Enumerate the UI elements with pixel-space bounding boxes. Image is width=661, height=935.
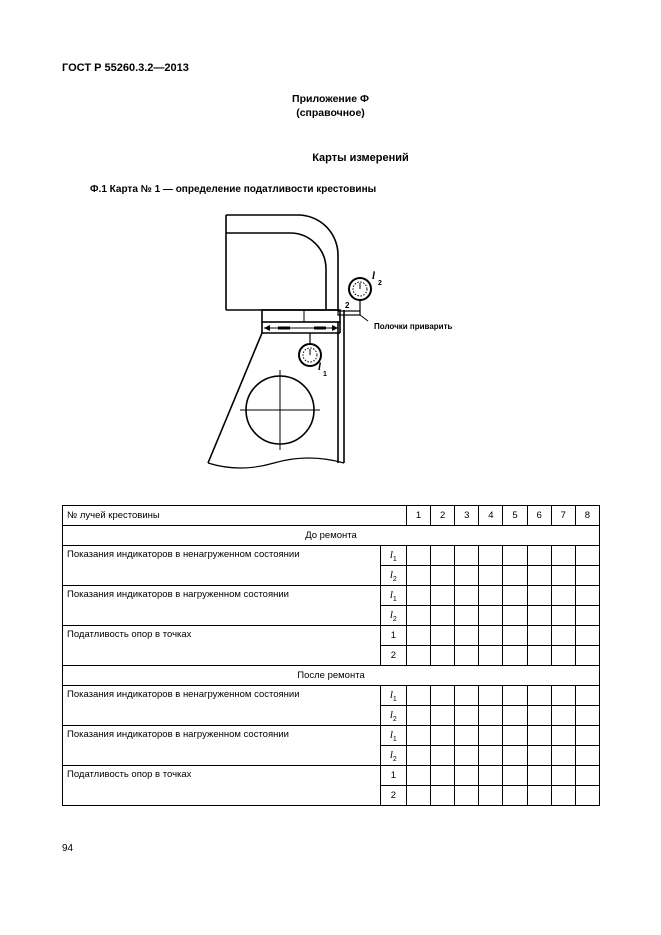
symbol-subscript: 2: [392, 575, 397, 583]
value-cell: [431, 686, 455, 706]
table-header-row: [63, 506, 600, 526]
figure-label-num: 2: [345, 301, 350, 310]
symbol-letter: l: [389, 608, 393, 621]
symbol-letter: l: [389, 548, 393, 561]
value-cell: [479, 766, 503, 786]
row-symbol: [380, 726, 406, 746]
appendix-type: (справочное): [296, 107, 365, 119]
row-symbol: [380, 766, 406, 786]
value-cell: [527, 586, 551, 606]
value-cell: [431, 766, 455, 786]
value-cell: [479, 786, 503, 806]
value-cell: [479, 706, 503, 726]
page-title: Карты измерений: [312, 152, 409, 164]
value-cell: [503, 726, 527, 746]
symbol-letter: l: [389, 588, 393, 601]
base-plate: [262, 310, 340, 322]
row-symbol: [380, 606, 406, 626]
column-header: 5: [503, 506, 527, 526]
value-cell: [431, 626, 455, 646]
value-cell: [503, 646, 527, 666]
section-title-cell: До ремонта: [63, 526, 600, 546]
value-cell: [406, 766, 430, 786]
value-cell: [503, 606, 527, 626]
row-label: Показания индикаторов в ненагруженном состоянии: [63, 686, 381, 726]
value-cell: [575, 786, 599, 806]
value-cell: [551, 766, 575, 786]
symbol-subscript: 2: [392, 615, 397, 623]
table-row: [63, 686, 600, 706]
appendix-title: Приложение Ф: [292, 93, 369, 105]
table-row: [63, 546, 600, 566]
symbol-letter: l: [389, 708, 393, 721]
value-cell: [431, 726, 455, 746]
value-cell: [406, 606, 430, 626]
value-cell: [575, 726, 599, 746]
symbol-letter: l: [389, 688, 393, 701]
welded-shelf: [338, 311, 360, 315]
figure-label-l2-sub: 2: [378, 280, 382, 287]
row-symbol: [380, 686, 406, 706]
header-label: № лучей крестовины: [63, 506, 407, 526]
value-cell: [455, 566, 479, 586]
section-title: Ф.1 Карта № 1 — определение податливости крестовины: [90, 184, 377, 195]
value-cell: [455, 786, 479, 806]
row-label: Показания индикаторов в нагруженном состоянии: [63, 726, 381, 766]
value-cell: [406, 546, 430, 566]
value-cell: [527, 546, 551, 566]
value-cell: [406, 786, 430, 806]
value-cell: [406, 686, 430, 706]
value-cell: [503, 706, 527, 726]
row-label: Податливость опор в точках: [63, 766, 381, 806]
section-row: [63, 526, 600, 546]
value-cell: [527, 686, 551, 706]
symbol-subscript: 1: [392, 735, 397, 743]
value-cell: [479, 586, 503, 606]
value-cell: [455, 606, 479, 626]
value-cell: [503, 786, 527, 806]
value-cell: [455, 746, 479, 766]
value-cell: [455, 726, 479, 746]
value-cell: [455, 766, 479, 786]
value-cell: [503, 686, 527, 706]
figure-label-l2: l: [372, 270, 376, 282]
value-cell: [431, 606, 455, 626]
value-cell: [479, 726, 503, 746]
value-cell: [455, 546, 479, 566]
value-cell: [406, 706, 430, 726]
point-number: 2: [390, 650, 396, 661]
value-cell: [527, 766, 551, 786]
value-cell: [575, 626, 599, 646]
column-header: 3: [455, 506, 479, 526]
value-cell: [479, 626, 503, 646]
value-cell: [431, 786, 455, 806]
crosspiece-upper-outline: [226, 215, 338, 310]
row-symbol: [380, 646, 406, 666]
value-cell: [406, 726, 430, 746]
crosspiece-upper-inner: [226, 233, 326, 310]
symbol-letter: l: [389, 748, 393, 761]
value-cell: [551, 586, 575, 606]
value-cell: [455, 646, 479, 666]
value-cell: [431, 746, 455, 766]
point-number: 1: [390, 770, 396, 781]
value-cell: [455, 626, 479, 646]
figure-label-shelves: Полочки приварить: [374, 322, 453, 331]
column-header: 6: [527, 506, 551, 526]
value-cell: [527, 746, 551, 766]
point-number: 2: [390, 790, 396, 801]
value-cell: [406, 646, 430, 666]
value-cell: [575, 766, 599, 786]
break-line: [208, 458, 344, 468]
value-cell: [455, 586, 479, 606]
figure-label-l1: l: [318, 361, 322, 373]
section-row: [63, 666, 600, 686]
table-row: [63, 626, 600, 646]
value-cell: [527, 646, 551, 666]
value-cell: [479, 566, 503, 586]
value-cell: [503, 546, 527, 566]
indicator-l2-icon: [349, 278, 371, 311]
row-symbol: [380, 626, 406, 646]
value-cell: [431, 546, 455, 566]
value-cell: [575, 646, 599, 666]
column-header: 7: [551, 506, 575, 526]
value-cell: [503, 586, 527, 606]
value-cell: [575, 706, 599, 726]
document-code: ГОСТ Р 55260.3.2—2013: [62, 62, 189, 74]
value-cell: [527, 726, 551, 746]
value-cell: [431, 586, 455, 606]
column-header: 8: [575, 506, 599, 526]
value-cell: [406, 746, 430, 766]
value-cell: [551, 726, 575, 746]
row-symbol: [380, 546, 406, 566]
symbol-subscript: 1: [392, 595, 397, 603]
measurement-table: [62, 505, 600, 806]
point-number: 1: [390, 630, 396, 641]
table-row: [63, 766, 600, 786]
value-cell: [406, 586, 430, 606]
value-cell: [503, 566, 527, 586]
row-symbol: [380, 586, 406, 606]
symbol-letter: l: [389, 728, 393, 741]
value-cell: [551, 546, 575, 566]
value-cell: [551, 566, 575, 586]
value-cell: [455, 686, 479, 706]
value-cell: [431, 566, 455, 586]
value-cell: [551, 786, 575, 806]
value-cell: [431, 646, 455, 666]
value-cell: [527, 566, 551, 586]
value-cell: [479, 606, 503, 626]
column-header: 1: [406, 506, 430, 526]
row-symbol: [380, 786, 406, 806]
column-header: 4: [479, 506, 503, 526]
table-row: [63, 726, 600, 746]
row-label: Показания индикаторов в ненагруженном состоянии: [63, 546, 381, 586]
value-cell: [551, 646, 575, 666]
crosspiece-diagram: [190, 205, 480, 475]
value-cell: [455, 706, 479, 726]
value-cell: [503, 766, 527, 786]
value-cell: [406, 626, 430, 646]
value-cell: [503, 626, 527, 646]
value-cell: [551, 746, 575, 766]
value-cell: [527, 606, 551, 626]
section-title-cell: После ремонта: [63, 666, 600, 686]
symbol-subscript: 1: [392, 695, 397, 703]
value-cell: [479, 546, 503, 566]
table-row: [63, 586, 600, 606]
row-label: Показания индикаторов в нагруженном состоянии: [63, 586, 381, 626]
row-symbol: [380, 746, 406, 766]
figure-label-l1-sub: 1: [323, 371, 327, 378]
value-cell: [575, 686, 599, 706]
value-cell: [406, 566, 430, 586]
value-cell: [551, 606, 575, 626]
value-cell: [527, 706, 551, 726]
value-cell: [551, 626, 575, 646]
value-cell: [479, 746, 503, 766]
symbol-subscript: 2: [392, 755, 397, 763]
value-cell: [575, 586, 599, 606]
value-cell: [503, 746, 527, 766]
value-cell: [575, 746, 599, 766]
value-cell: [479, 686, 503, 706]
value-cell: [527, 626, 551, 646]
symbol-subscript: 2: [392, 715, 397, 723]
page-number: 94: [62, 843, 74, 854]
column-header: 2: [431, 506, 455, 526]
value-cell: [479, 646, 503, 666]
value-cell: [431, 706, 455, 726]
row-symbol: [380, 566, 406, 586]
value-cell: [575, 546, 599, 566]
symbol-letter: l: [389, 568, 393, 581]
value-cell: [551, 686, 575, 706]
value-cell: [575, 606, 599, 626]
row-symbol: [380, 706, 406, 726]
symbol-subscript: 1: [392, 555, 397, 563]
value-cell: [551, 706, 575, 726]
value-cell: [527, 786, 551, 806]
appendix-heading: [0, 92, 661, 120]
row-label: Податливость опор в точках: [63, 626, 381, 666]
table-body: [63, 506, 600, 806]
value-cell: [575, 566, 599, 586]
